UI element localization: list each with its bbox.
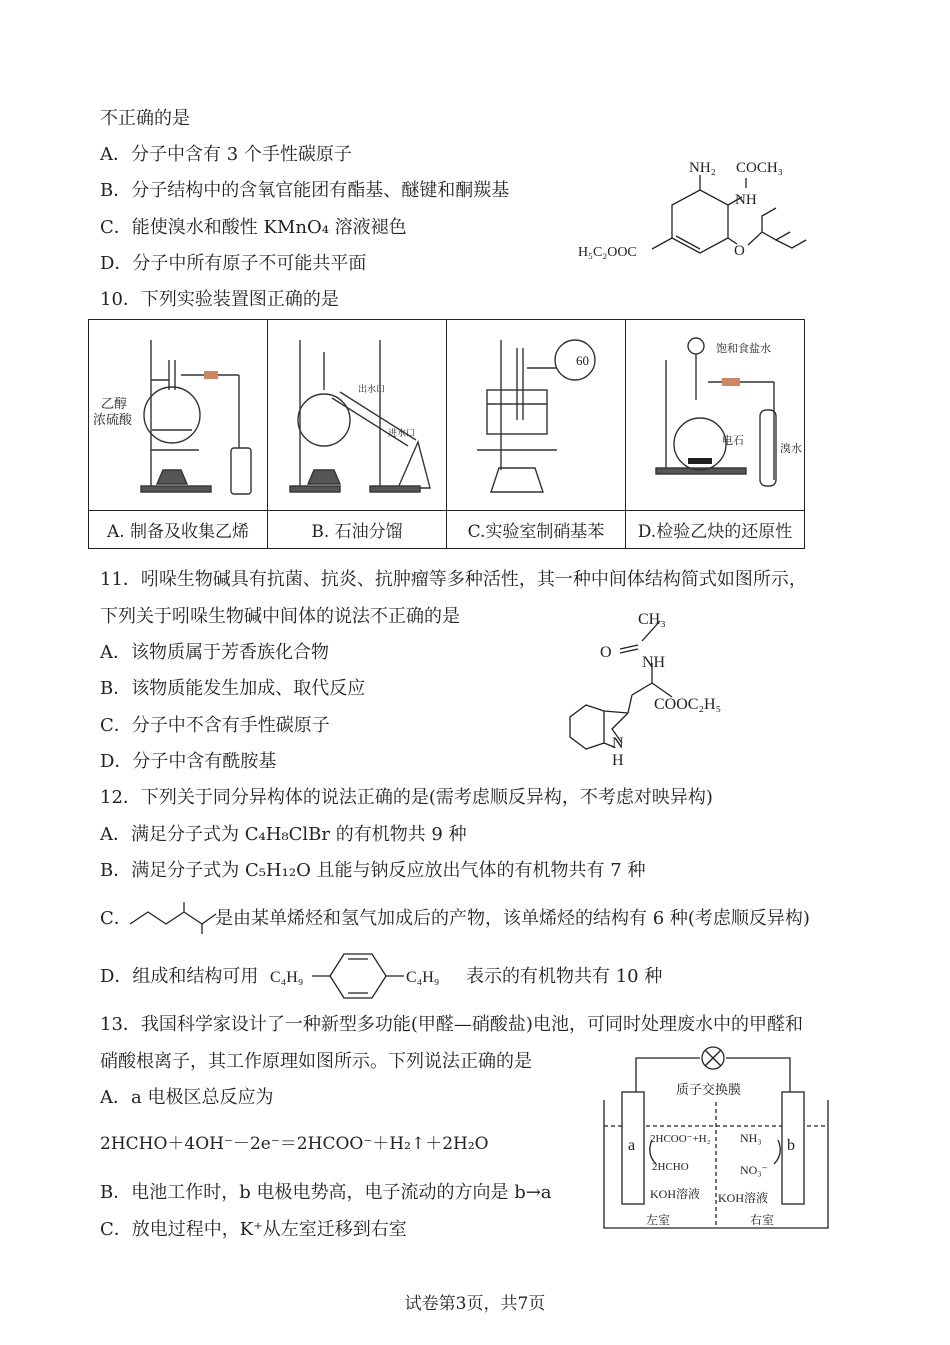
apparatus-c-thermometer: 60: [576, 353, 589, 368]
q11-option-d: D．分子中含有酰胺基: [100, 751, 277, 772]
q13-option-a: A．a 电极区总反应为: [100, 1087, 274, 1108]
q13-option-b: B．电池工作时，b 电极电势高，电子流动的方向是 b→a: [100, 1182, 552, 1203]
q9-stem-tail: 不正确的是: [100, 108, 190, 129]
q13-left-room: 左室: [646, 1213, 671, 1227]
q9-nh2-label: NH₂: [689, 160, 716, 176]
q9-ester-label: H₅C₂OOC: [578, 245, 637, 260]
q12-c4h9-right: C₄H₉: [406, 969, 440, 986]
q13-right-reactant: NO₃⁻: [740, 1163, 768, 1177]
q13-right-product: NH₃: [740, 1131, 762, 1145]
q11-n-label: N: [612, 735, 624, 752]
q12-c4h9-left: C₄H₉: [270, 969, 304, 986]
q11-ch3-label: CH₃: [638, 611, 666, 628]
caption-d: D.检验乙炔的还原性: [626, 511, 805, 549]
q11-ester-label: COOC₂H₅: [654, 696, 722, 713]
page-footer: 试卷第3页，共7页: [404, 1294, 546, 1314]
caption-c: C.实验室制硝基苯: [447, 511, 626, 549]
q13-stem-line2: 硝酸根离子，其工作原理如图所示。下列说法正确的是: [100, 1051, 532, 1072]
q11-nh-label: NH: [642, 654, 666, 671]
q13-left-reactant: 2HCHO: [652, 1161, 689, 1173]
q11-stem-line1: 11．吲哚生物碱具有抗菌、抗炎、抗肿瘤等多种活性，其一种中间体结构简式如图所示，: [100, 569, 807, 590]
q13-right-solution: KOH溶液: [718, 1191, 768, 1205]
q12-benzene-formula: [268, 950, 464, 1002]
q11-o-label: O: [600, 644, 612, 661]
q12-option-d-prefix: D．组成和结构可用: [100, 966, 259, 987]
q9-option-c: C．能使溴水和酸性 KMnO₄ 溶液褪色: [100, 217, 407, 238]
apparatus-d-carbide: 电石: [722, 435, 744, 447]
apparatus-a-reagent2: 浓硫酸: [93, 412, 133, 427]
caption-b: B. 石油分馏: [268, 511, 447, 549]
q12-option-b: B．满足分子式为 C₅H₁₂O 且能与钠反应放出气体的有机物共有 7 种: [100, 860, 646, 881]
q12-stem: 12．下列关于同分异构体的说法正确的是(需考虑顺反异构，不考虑对映异构): [100, 787, 713, 808]
q11-structure-figure: [560, 605, 760, 767]
q9-option-d: D．分子中所有原子不可能共平面: [100, 253, 367, 274]
q11-option-a: A．该物质属于芳香族化合物: [100, 642, 329, 663]
q11-indole-bonds: [570, 621, 672, 749]
q9-nh-label: NH: [735, 192, 757, 208]
q13-stem-line1: 13．我国科学家设计了一种新型多功能(甲醛—硝酸盐)电池，可同时处理废水中的甲醛和: [100, 1014, 803, 1035]
q13-equation: 2HCHO＋4OH⁻－2e⁻＝2HCOO⁻＋H₂↑＋2H₂O: [100, 1134, 489, 1154]
apparatus-a-figure: [89, 320, 268, 511]
q11-option-b: B．该物质能发生加成、取代反应: [100, 678, 366, 699]
apparatus-b-outlet: 出水口: [358, 384, 386, 394]
q12-option-c-prefix: C．: [100, 908, 132, 929]
q13-left-solution: KOH溶液: [650, 1187, 700, 1201]
apparatus-a-reagent1: 乙醇: [101, 396, 128, 411]
apparatus-d-figure: [626, 320, 805, 511]
q9-structure-figure: [572, 150, 832, 275]
q11-h-label: H: [612, 752, 624, 767]
apparatus-c-figure: [447, 320, 626, 511]
q9-coch3-label: COCH₃: [736, 160, 783, 176]
q11-stem-line2: 下列关于吲哚生物碱中间体的说法不正确的是: [100, 606, 460, 627]
q10-stem: 10．下列实验装置图正确的是: [100, 289, 339, 310]
q12-option-d-text: 表示的有机物共有 10 种: [466, 966, 663, 987]
q13-electrode-a: a: [628, 1137, 636, 1154]
q13-right-room: 右室: [750, 1213, 775, 1227]
apparatus-d-bromine: 溴水: [780, 443, 802, 455]
q13-option-c: C．放电过程中，K⁺从左室迁移到右室: [100, 1219, 407, 1240]
q11-option-c: C．分子中不含有手性碳原子: [100, 715, 330, 736]
q13-left-product: 2HCOO⁻+H₂: [650, 1133, 711, 1145]
q10-apparatus-table: [88, 319, 805, 549]
q9-ring-bonds: [652, 175, 806, 253]
q9-option-b: B．分子结构中的含氧官能团有酯基、醚键和酮羰基: [100, 180, 510, 201]
apparatus-d-brine: 饱和食盐水: [716, 343, 771, 355]
q12-option-a: A．满足分子式为 C₄H₈ClBr 的有机物共 9 种: [100, 824, 467, 845]
q13-electrode-b: b: [787, 1137, 795, 1154]
q9-option-a: A．分子中含有 3 个手性碳原子: [100, 144, 352, 165]
q13-cell-diagram: [600, 1042, 832, 1234]
apparatus-b-inlet: 进水口: [388, 428, 416, 438]
q12-option-c-text: 是由某单烯烃和氢气加成后的产物，该单烯烃的结构有 6 种(考虑顺反异构): [215, 908, 810, 929]
q9-o-label: O: [734, 243, 745, 259]
q12-skeletal-formula: [128, 900, 218, 936]
caption-a: A. 制备及收集乙烯: [89, 511, 268, 549]
q13-membrane-label: 质子交换膜: [676, 1082, 742, 1097]
apparatus-b-figure: [268, 320, 447, 511]
